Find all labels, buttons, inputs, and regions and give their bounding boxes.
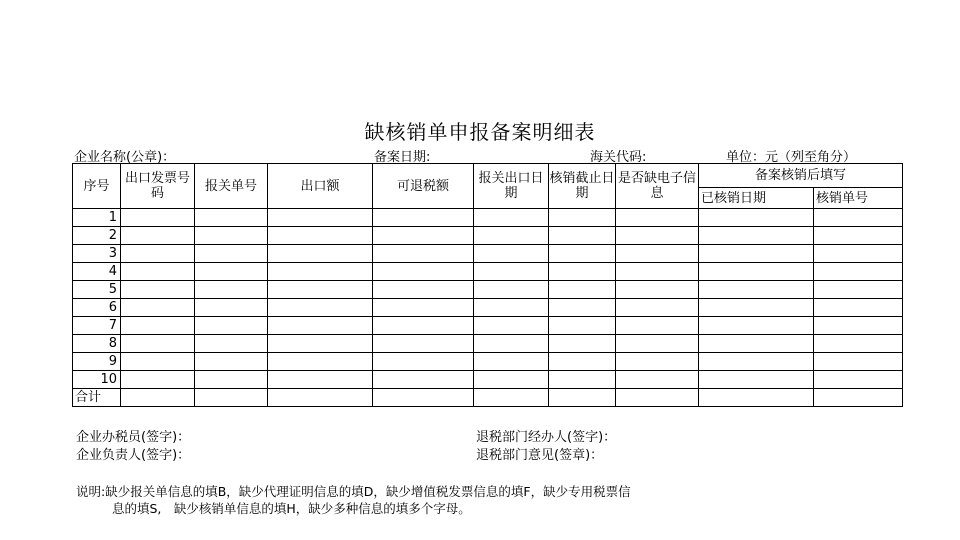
table-cell[interactable] — [195, 317, 268, 335]
note-line-2: 息的填S, 缺少核销单信息的填H，缺少多种信息的填多个字母。 — [112, 501, 471, 516]
col-header-verified-date: 已核销日期 — [699, 188, 814, 209]
total-row — [73, 389, 903, 407]
table-cell[interactable] — [814, 263, 903, 281]
table-row — [73, 245, 903, 263]
table-cell[interactable] — [373, 281, 474, 299]
row-seq-cell: 5 — [73, 281, 121, 299]
table-cell[interactable] — [616, 299, 699, 317]
note-line-1: 说明:缺少报关单信息的填B，缺少代理证明信息的填D，缺少增值税发票信息的填F，缺少专用税票信 — [76, 484, 631, 499]
table-cell[interactable] — [699, 317, 814, 335]
company-head-signature-label: 企业负责人(签字)： — [76, 448, 191, 463]
table-cell[interactable] — [616, 209, 699, 227]
table-row — [73, 209, 903, 227]
table-cell[interactable] — [699, 353, 814, 371]
table-cell[interactable] — [474, 245, 549, 263]
table-cell[interactable] — [549, 335, 616, 353]
row-seq-cell: 7 — [73, 317, 121, 335]
table-cell[interactable] — [121, 245, 195, 263]
table-cell[interactable] — [121, 299, 195, 317]
table-cell[interactable] — [814, 281, 903, 299]
table-cell[interactable] — [268, 227, 373, 245]
table-cell[interactable] — [549, 209, 616, 227]
table-cell[interactable] — [549, 317, 616, 335]
table-cell[interactable] — [616, 227, 699, 245]
table-cell[interactable] — [814, 371, 903, 389]
refund-opinion-label: 退税部门意见(签章)： — [476, 448, 604, 463]
table-cell[interactable] — [814, 317, 903, 335]
table-cell[interactable] — [699, 209, 814, 227]
total-cell[interactable] — [121, 389, 195, 407]
table-cell[interactable] — [373, 335, 474, 353]
table-cell[interactable] — [814, 227, 903, 245]
table-cell[interactable] — [268, 371, 373, 389]
table-cell[interactable] — [549, 245, 616, 263]
table-cell[interactable] — [373, 371, 474, 389]
table-cell[interactable] — [616, 245, 699, 263]
col-header-verification-no: 核销单号 — [814, 188, 903, 209]
total-cell[interactable] — [195, 389, 268, 407]
table-cell[interactable] — [814, 299, 903, 317]
table-cell[interactable] — [699, 371, 814, 389]
table-cell[interactable] — [268, 299, 373, 317]
table-cell[interactable] — [474, 317, 549, 335]
table-cell[interactable] — [195, 335, 268, 353]
unit-label: 单位：元（列至角分） — [726, 150, 857, 165]
table-cell[interactable] — [373, 299, 474, 317]
table-cell[interactable] — [268, 353, 373, 371]
instructions-note — [76, 483, 631, 517]
table-cell[interactable] — [699, 263, 814, 281]
table-cell[interactable] — [195, 245, 268, 263]
table-cell[interactable] — [474, 281, 549, 299]
table-cell[interactable] — [699, 245, 814, 263]
table-cell[interactable] — [121, 263, 195, 281]
table-cell[interactable] — [616, 263, 699, 281]
table-cell[interactable] — [616, 317, 699, 335]
table-cell[interactable] — [195, 353, 268, 371]
table-cell[interactable] — [616, 335, 699, 353]
table-cell[interactable] — [616, 371, 699, 389]
table-row — [73, 299, 903, 317]
table-row — [73, 281, 903, 299]
table-row — [73, 353, 903, 371]
table-cell[interactable] — [121, 227, 195, 245]
row-seq-cell: 10 — [73, 371, 121, 389]
table-cell[interactable] — [474, 227, 549, 245]
table-cell[interactable] — [268, 245, 373, 263]
table-cell[interactable] — [268, 281, 373, 299]
col-header-after-record-group: 备案核销后填写 — [699, 164, 903, 188]
table-cell[interactable] — [373, 317, 474, 335]
table-cell[interactable] — [616, 281, 699, 299]
col-header-missing-e-info: 是否缺电子信息 — [616, 164, 699, 209]
table-cell[interactable] — [616, 353, 699, 371]
tax-clerk-signature-label: 企业办税员(签字)： — [76, 430, 191, 445]
table-cell[interactable] — [121, 353, 195, 371]
table-cell[interactable] — [373, 245, 474, 263]
row-seq-cell: 8 — [73, 335, 121, 353]
table-cell[interactable] — [373, 263, 474, 281]
table-cell[interactable] — [268, 335, 373, 353]
refund-officer-signature-label: 退税部门经办人(签字)： — [476, 430, 617, 445]
total-cell[interactable] — [814, 389, 903, 407]
table-cell[interactable] — [268, 263, 373, 281]
col-header-export-date: 报关出口日期 — [474, 164, 549, 209]
total-cell[interactable] — [699, 389, 814, 407]
total-label: 合计 — [73, 389, 121, 407]
total-cell[interactable] — [549, 389, 616, 407]
table-cell[interactable] — [474, 353, 549, 371]
table-cell[interactable] — [195, 371, 268, 389]
form-title: 缺核销单申报备案明细表 — [364, 120, 596, 144]
customs-code-label: 海关代码: — [590, 150, 647, 165]
table-cell[interactable] — [549, 371, 616, 389]
col-header-invoice-no: 出口发票号码 — [121, 164, 195, 209]
table-cell[interactable] — [121, 371, 195, 389]
table-cell[interactable] — [195, 281, 268, 299]
total-cell[interactable] — [268, 389, 373, 407]
table-cell[interactable] — [195, 227, 268, 245]
table-cell[interactable] — [121, 317, 195, 335]
table-cell[interactable] — [121, 209, 195, 227]
table-cell[interactable] — [268, 209, 373, 227]
table-cell[interactable] — [549, 263, 616, 281]
table-cell[interactable] — [474, 209, 549, 227]
table-cell[interactable] — [699, 299, 814, 317]
row-seq-cell: 2 — [73, 227, 121, 245]
table-cell[interactable] — [373, 353, 474, 371]
row-seq-cell: 3 — [73, 245, 121, 263]
table-cell[interactable] — [121, 335, 195, 353]
table-cell[interactable] — [814, 245, 903, 263]
table-cell[interactable] — [121, 281, 195, 299]
table-cell[interactable] — [549, 299, 616, 317]
total-cell[interactable] — [616, 389, 699, 407]
table-cell[interactable] — [474, 263, 549, 281]
table-row — [73, 263, 903, 281]
col-header-deadline: 核销截止日期 — [549, 164, 616, 209]
table-row — [73, 335, 903, 353]
table-cell[interactable] — [373, 227, 474, 245]
table-cell[interactable] — [699, 281, 814, 299]
table-cell[interactable] — [549, 227, 616, 245]
table-cell[interactable] — [195, 263, 268, 281]
table-cell[interactable] — [699, 335, 814, 353]
row-seq-cell: 6 — [73, 299, 121, 317]
table-row — [73, 371, 903, 389]
table-cell[interactable] — [373, 209, 474, 227]
record-date-label: 备案日期: — [374, 150, 431, 165]
total-cell[interactable] — [373, 389, 474, 407]
table-cell[interactable] — [268, 317, 373, 335]
table-cell[interactable] — [549, 281, 616, 299]
row-seq-cell: 4 — [73, 263, 121, 281]
col-header-seq: 序号 — [73, 164, 121, 209]
row-seq-cell: 1 — [73, 209, 121, 227]
detail-table — [72, 163, 903, 407]
table-cell[interactable] — [195, 209, 268, 227]
table-cell[interactable] — [814, 353, 903, 371]
row-seq-cell: 9 — [73, 353, 121, 371]
table-cell[interactable] — [474, 299, 549, 317]
table-cell[interactable] — [814, 335, 903, 353]
col-header-export-amount: 出口额 — [268, 164, 373, 209]
table-row — [73, 317, 903, 335]
col-header-declaration-no: 报关单号 — [195, 164, 268, 209]
table-cell[interactable] — [474, 371, 549, 389]
company-name-label: 企业名称(公章)： — [74, 150, 176, 165]
col-header-refundable-tax: 可退税额 — [373, 164, 474, 209]
table-row — [73, 227, 903, 245]
table-cell[interactable] — [549, 353, 616, 371]
table-cell[interactable] — [474, 335, 549, 353]
table-cell[interactable] — [195, 299, 268, 317]
table-cell[interactable] — [814, 209, 903, 227]
total-cell[interactable] — [474, 389, 549, 407]
table-cell[interactable] — [699, 227, 814, 245]
